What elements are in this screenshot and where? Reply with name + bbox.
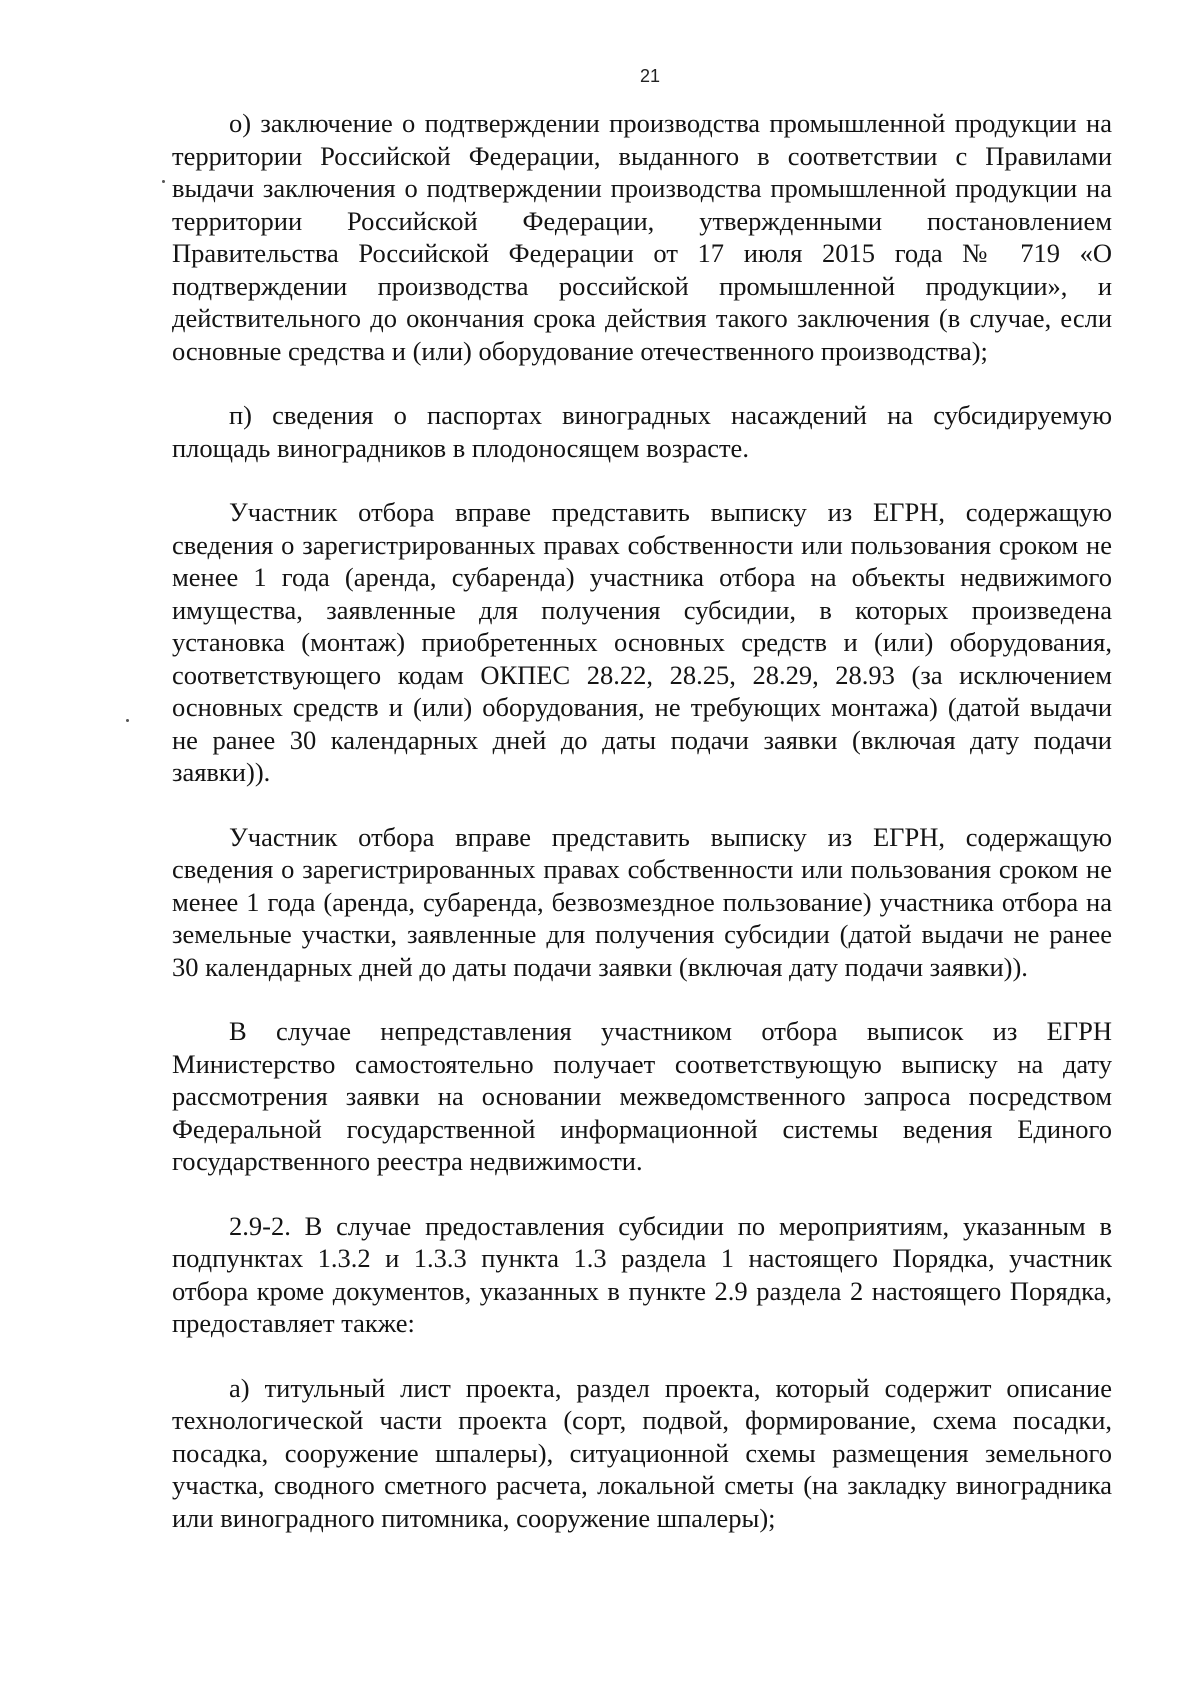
scan-speck bbox=[162, 180, 165, 183]
paragraph-item-a: а) титульный лист проекта, раздел проекта, который содержит описание технологической части проекта (сорт, подвой, формирование, схема посадки, посадка, сооружение шпалеры), ситуационной схемы размещения земельного участка, сводного сметного расчета, локальной сметы (на закладку виноградника или виноградного питомника, сооружение шпалеры); bbox=[172, 1372, 1112, 1533]
paragraph-section-2-9-2: 2.9-2. В случае предоставления субсидии по мероприятиям, указанным в подпунктах 1.3.2 и 1.3.3 пункта 1.3 раздела 1 настоящего Порядка, участник отбора кроме документов, указанных в пункте 2.9 раздела 2 настоящего Порядка, предоставляет также: bbox=[172, 1210, 1112, 1338]
scan-speck bbox=[126, 719, 129, 722]
paragraph-egrn-nonsubmission: В случае непредставления участником отбора выписок из ЕГРН Министерство самостоятельно получает соответствующую выписку на дату рассмотрения заявки на основании межведомственного запроса посредством Федеральной государственной информационной системы ведения Единого государственного реестра недвижимости. bbox=[172, 1016, 1112, 1176]
paragraph-egrn-land: Участник отбора вправе представить выписку из ЕГРН, содержащую сведения о зарегистрированных правах собственности или пользования сроком не менее 1 года (аренда, субаренда, безвозмездное пользование) участника отбора на земельные участки, заявленные для получения субсидии (датой выдачи не ранее 30 календарных дней до даты подачи заявки (включая дату подачи заявки)). bbox=[172, 821, 1112, 982]
paragraph-item-o: о) заключение о подтверждении производства промышленной продукции на территории Российской Федерации, выданного в соответствии с Правилами выдачи заключения о подтверждении производства промышленной продукции на территории Российской Федерации, утвержденными постановлением Правительства Российской Федерации от 17 июля 2015 года № 719 «О подтверждении производства российской промышленной продукции», и действительного до окончания срока действия такого заключения (в случае, если основные средства и (или) оборудование отечественного производства); bbox=[172, 108, 1112, 366]
paragraph-item-p: п) сведения о паспортах виноградных насаждений на субсидируемую площадь виноградников в плодоносящем возрасте. bbox=[172, 400, 1112, 463]
page-number: 21 bbox=[639, 66, 661, 86]
paragraph-egrn-property: Участник отбора вправе представить выписку из ЕГРН, содержащую сведения о зарегистрированных правах собственности или пользования сроком не менее 1 года (аренда, субаренда) участника отбора на объекты недвижимого имущества, заявленные для получения субсидии, в которых произведена установка (монтаж) приобретенных основных средств и (или) оборудования, соответствующего кодам ОКПЕС 28.22, 28.25, 28.29, 28.93 (за исключением основных средств и (или) оборудования, не требующих монтажа) (датой выдачи не ранее 30 календарных дней до даты подачи заявки (включая дату подачи заявки)). bbox=[172, 497, 1112, 787]
document-body bbox=[172, 107, 1112, 1534]
